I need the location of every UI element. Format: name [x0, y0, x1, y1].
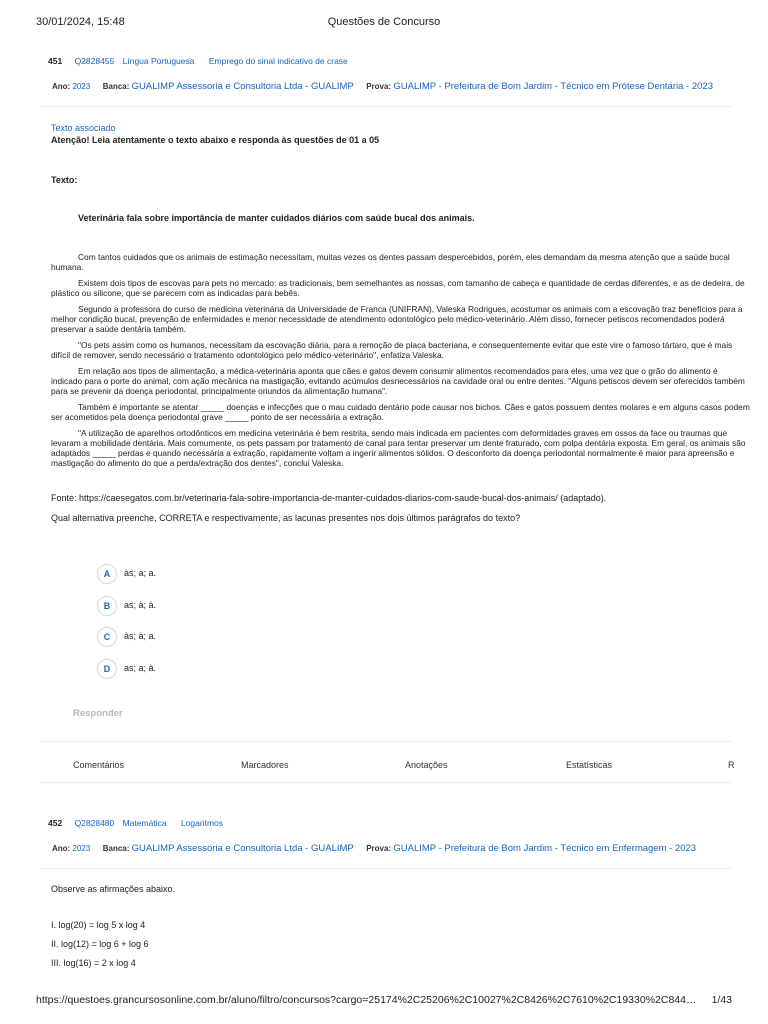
- statement-item: II. log(12) = log 6 + log 6: [51, 939, 149, 949]
- question-card-452: [40, 806, 732, 986]
- question-meta: [48, 56, 348, 66]
- option-text: às; a; a.: [124, 568, 157, 578]
- subject-link[interactable]: Matemática: [122, 818, 167, 828]
- option-letter[interactable]: C: [97, 627, 117, 647]
- source-text: Fonte: https://caesegatos.com.br/veterinaria-fala-sobre-importancia-de-manter-cuidados-diarios-com-saude-bucal-dos-animais/ (adaptado).: [51, 493, 607, 503]
- print-date: 30/01/2024, 15:48: [36, 16, 125, 28]
- question-card-451: [40, 44, 750, 784]
- paragraph: Também é importante se atentar _____ doenças e infecções que o mau cuidado dentário pode causar nos bichos. Cães e gatos possuem dentes molares e em alguns casos podem ser acometidos pela doença periodontal grave _____ ponto de ser necessária a extração.: [51, 402, 750, 422]
- question-id-link[interactable]: Q2828480: [74, 818, 115, 828]
- question-text: Qual alternativa preenche, CORRETA e respectivamente, as lacunas presentes nos dois últimos parágrafos do texto?: [51, 513, 521, 523]
- associated-text-link[interactable]: Texto associado: [51, 123, 116, 133]
- paragraph: "A utilização de aparelhos ortodônticos em medicina veterinária é bem restrita, sendo mais indicada em pacientes com deformidades graves em ossos da face ou traumas que levaram a mobilidade dentária. Mais comumente, os pets passam por tratamento de canal para tentar preservar um dente fraturado, com polpa dentária exposta. Em geral, os animais são adaptados _____ perdas e quando necessária a extração, rapidamente voltam a ingerir alimentos sólidos. O desconforto da doença periodontal normalmente é maior para apreensão e mastigação do alimento do que a perda/extração dos dentes", conclui Valeska.: [51, 428, 746, 468]
- year-value[interactable]: 2023: [72, 82, 91, 91]
- instructions: Atenção! Leia atentamente o texto abaixo e responda às questões de 01 a 05: [51, 135, 380, 145]
- option-letter[interactable]: D: [97, 659, 117, 679]
- option-letter[interactable]: A: [97, 564, 117, 584]
- prova-label: Prova:: [366, 82, 392, 91]
- exam-meta: [52, 81, 713, 92]
- statement-item: III. log(16) = 2 x log 4: [51, 958, 136, 968]
- prova-value[interactable]: GUALIMP - Prefeitura de Bom Jardim - Técnico em Enfermagem - 2023: [393, 843, 697, 854]
- tab-comments[interactable]: Comentários: [73, 760, 125, 770]
- banca-label: Banca:: [102, 844, 130, 853]
- paragraph: Existem dois tipos de escovas para pets no mercado: as tradicionais, bem semelhantes as nossas, com tamanho de cabeça e quantidade de cerdas diferentes, e as de dedeira, de plástico ou silicone, que se parecem com as indicadas para bebês.: [51, 278, 745, 298]
- print-url: https://questoes.grancursosonline.com.br/aluno/filtro/concursos?cargo=25174%2C25206%2C10027%2C8426%2C7610%2C19330%2C844…: [36, 994, 697, 1006]
- tab-bookmarks[interactable]: Marcadores: [241, 760, 289, 770]
- paragraph: "Os pets assim como os humanos, necessitam da escovação diária, para a remoção de placa bacteriana, e consequentemente evitar que este vire o famoso tártaro, que é mais difícil de remover, sendo necessário o tratamento odontológico pelo médico-veterinário", enfatiza Valeska.: [51, 340, 733, 360]
- year-label: Ano:: [52, 844, 71, 853]
- option-text: às; à; a.: [124, 631, 157, 641]
- question-body: [51, 884, 751, 969]
- prova-label: Prova:: [366, 844, 392, 853]
- question-id-link[interactable]: Q2828455: [74, 56, 115, 66]
- question-meta: [48, 818, 223, 828]
- question-number: 451: [48, 56, 63, 66]
- exam-meta: [52, 843, 696, 854]
- divider: [40, 782, 732, 783]
- tab-statistics[interactable]: Estatísticas: [566, 760, 613, 770]
- print-title: Questões de Concurso: [327, 16, 441, 28]
- banca-value[interactable]: GUALIMP Assessoria e Consultoria Ltda - GUALIMP: [131, 81, 354, 92]
- tab-notes[interactable]: Anotações: [405, 760, 448, 770]
- text-title: Veterinária fala sobre importância de manter cuidados diários com saúde bucal dos animais.: [78, 213, 475, 223]
- prova-value[interactable]: GUALIMP - Prefeitura de Bom Jardim - Técnico em Prótese Dentária - 2023: [393, 81, 713, 92]
- statement-item: I. log(20) = log 5 x log 4: [51, 920, 146, 930]
- paragraph: Com tantos cuidados que os animais de estimação necessitam, muitas vezes os dentes passam despercebidos, porém, eles demandam da mesma atenção que a saúde bucal humana.: [51, 252, 730, 272]
- divider: [40, 868, 732, 869]
- banca-value[interactable]: GUALIMP Assessoria e Consultoria Ltda - GUALIMP: [131, 843, 354, 854]
- respond-button[interactable]: Responder: [73, 708, 123, 719]
- topic-link[interactable]: Emprego do sinal indicativo de crase: [208, 56, 348, 66]
- divider: [40, 741, 732, 742]
- option-text: as; a; à.: [124, 663, 157, 673]
- text-label: Texto:: [51, 175, 78, 185]
- question-body: [51, 123, 751, 523]
- print-page-number: 1/43: [711, 994, 732, 1006]
- year-value[interactable]: 2023: [72, 844, 91, 853]
- question-intro: Observe as afirmações abaixo.: [51, 884, 176, 894]
- paragraph: Em relação aos tipos de alimentação, a médica-veterinária aponta que cães e gatos devem consumir alimentos recomendados para eles, uma vez que o grão do alimento é indicado para o porte do animal, com ação mecânica na mastigação, evitando acúmulos desnecessários na cavidade oral ou entre dentes. "Alguns petiscos devem ser oferecidos também para se prevenir da doença periodontal, principalmente oriundos da alimentação humana".: [51, 366, 745, 396]
- paragraph: Segundo a professora do curso de medicina veterinária da Universidade de Franca (UNIFRAN), Valeska Rodrigues, acostumar os animais com a escovação traz benefícios para a melhor condição bucal, prevenção de enfermidades e menor necessidade de atendimento odontológico pelo médico-veterinário. Além disso, fornecer petiscos recomendados poderá preservar a saúde dentária também.: [51, 304, 743, 334]
- year-label: Ano:: [52, 82, 71, 91]
- banca-label: Banca:: [102, 82, 130, 91]
- option-letter[interactable]: B: [97, 596, 117, 616]
- topic-link[interactable]: Logaritmos: [180, 818, 224, 828]
- subject-link[interactable]: Língua Portuguesa: [122, 56, 195, 66]
- tab-more[interactable]: R: [728, 760, 735, 770]
- divider: [40, 106, 732, 107]
- question-number: 452: [48, 818, 63, 828]
- option-text: as; à; à.: [124, 600, 157, 610]
